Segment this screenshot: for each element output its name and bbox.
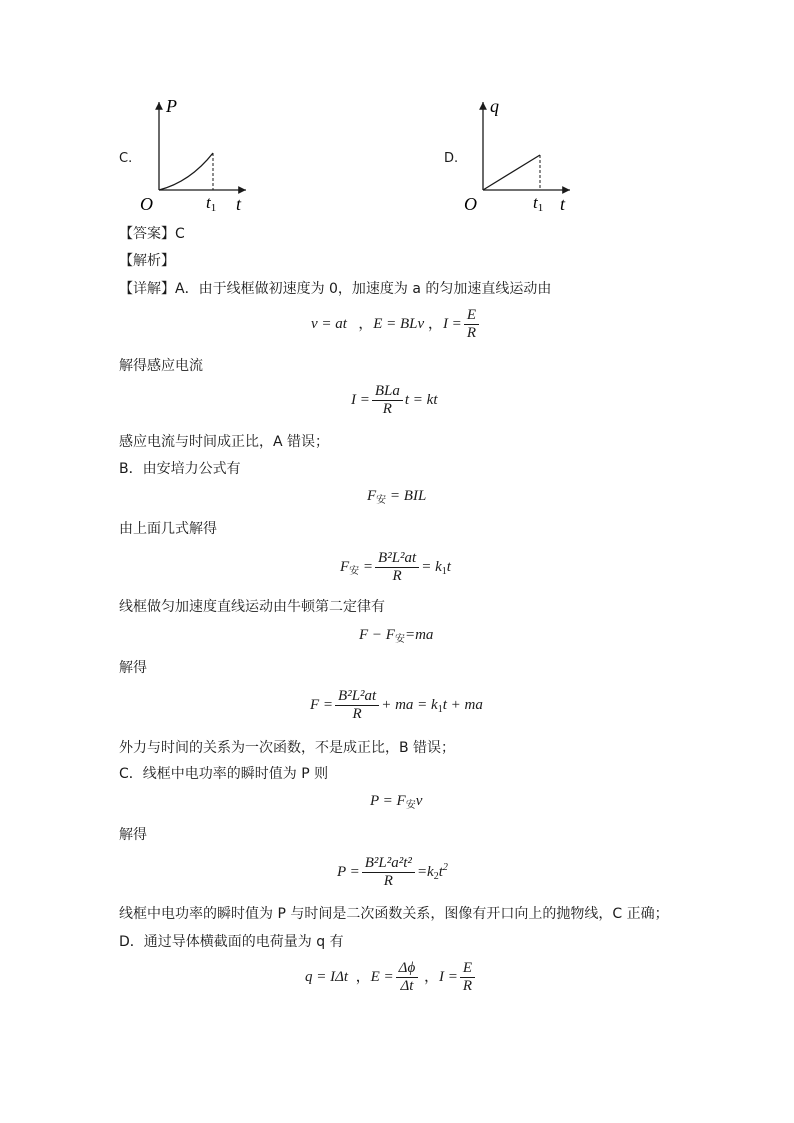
line-solve-2: 解得 [119,827,147,843]
line-c-right: 线框中电功率的瞬时值为 P 与时间是二次函数关系，图像有开口向上的抛物线，C 正确； [119,906,669,922]
option-c-label: C. [119,151,133,166]
equation-8: P = $\frac{\text{B²L²a²t²}}{R}$ $=k_2t^2$ [337,855,448,889]
equation-9: q = IΔt ，E = $\frac{\Delta\phi}{\Delta t}$ ，I = $\frac{E}{R}$ [305,960,477,995]
equation-2: I = $\frac{\text{BLa}}{R}$ t = kt [351,383,438,417]
line-b: B．由安培力公式有 [119,461,241,477]
graph-d-x-label: t [560,194,566,214]
equation-3: $F_安$ = BIL [367,488,427,506]
answer-line: 【答案】C [119,226,185,242]
line-a-wrong: 感应电流与时间成正比，A 错误； [119,434,330,450]
line-c: C．线框中电功率的瞬时值为 P 则 [119,766,329,782]
line-current: 解得感应电流 [119,358,203,374]
graph-d-origin: O [464,194,477,214]
graph-c-power-time [130,92,260,217]
option-d-label: D. [444,151,459,166]
graph-d-charge-time [454,92,584,217]
line-b-wrong: 外力与时间的关系为一次函数，不是成正比，B 错误； [119,740,456,756]
line-newton: 线框做匀加速度直线运动由牛顿第二定律有 [119,599,385,615]
equation-1: v = at ，E = BLv ，I = $\frac{E}{R}$ [311,307,481,342]
analysis-heading: 【解析】 [119,253,175,269]
graph-c-y-label: P [166,96,177,116]
line-solve-1: 解得 [119,660,147,676]
graph-c-origin: O [140,194,153,214]
equation-7: $P = F_安v$ [370,793,423,811]
equation-5: $F - F_安=ma$ [359,627,434,645]
detail-a-line: 【详解】A．由于线框做初速度为 0，加速度为 a 的匀加速直线运动由 [119,281,552,297]
graph-d-t1-label: t1 [533,193,544,214]
graph-d-y-label: q [490,96,499,116]
line-from-above: 由上面几式解得 [119,521,217,537]
graph-c-parabola-curve [159,153,213,190]
equation-4: $F_安$ = $\frac{\text{B²L²at}}{R}$ = $k_1t$ [340,550,451,584]
graph-c-x-label: t [236,194,242,214]
line-d: D．通过导体横截面的电荷量为 q 有 [119,934,344,950]
graph-c-t1-label: t1 [206,193,217,214]
graph-d-straight-line [483,155,540,190]
equation-6: F = $\frac{\text{B²L²at}}{R}$ + ma = $k_1t$ + ma [310,688,483,722]
